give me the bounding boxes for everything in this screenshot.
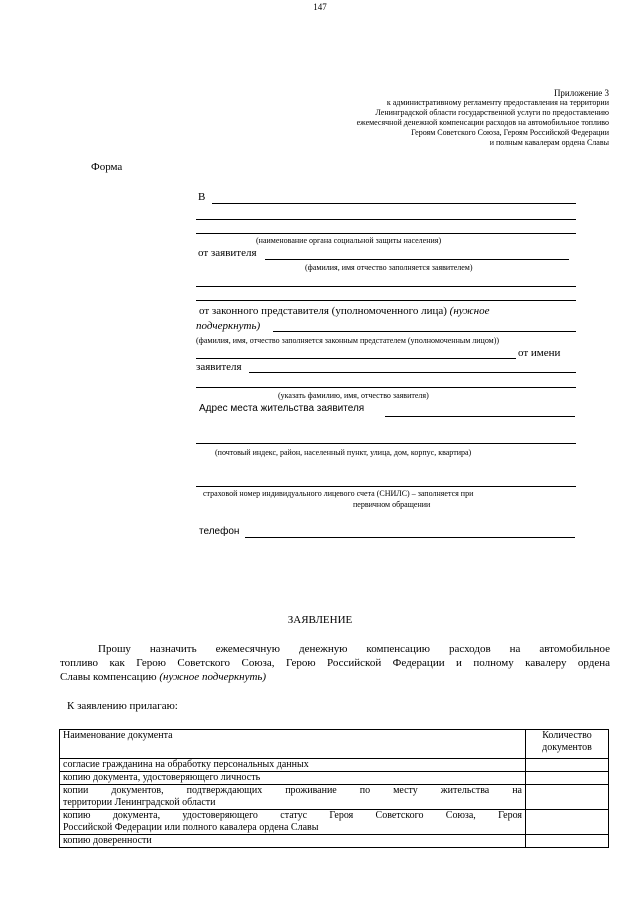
table-row	[60, 810, 609, 835]
organ-field-line-2[interactable]	[196, 219, 576, 220]
representative-caption: (фамилия, имя, отчество заполняется законным предстателем (уполномоченным лицом))	[196, 336, 500, 345]
phone-field[interactable]	[245, 537, 575, 538]
applicant-fullname-field[interactable]	[249, 372, 576, 373]
organ-field-line-1[interactable]	[212, 203, 576, 204]
applicant-fullname-field-2[interactable]	[196, 387, 576, 388]
document-name-cell	[60, 785, 526, 810]
organ-caption: (наименование органа социальной защиты населения)	[256, 236, 442, 245]
appendix-title: Приложение 3	[553, 88, 609, 98]
representative-note-italic-2: подчеркнуть)	[196, 320, 261, 332]
snils-field[interactable]	[196, 486, 576, 487]
table-row	[60, 772, 609, 785]
document-name-cell	[60, 810, 526, 835]
address-caption: (почтовый индекс, район, населенный пункт, улица, дом, корпус, квартира)	[215, 448, 472, 457]
applicant-name-caption: (указать фамилию, имя, отчество заявителя)	[278, 391, 429, 400]
representative-note-italic: (нужное	[449, 305, 490, 317]
form-label: Форма	[91, 161, 123, 173]
document-count-cell[interactable]	[526, 772, 609, 785]
organ-field-line-3[interactable]	[196, 233, 576, 234]
attach-label: К заявлению прилагаю:	[67, 700, 178, 712]
document-name-cell: согласие гражданина на обработку персональных данных	[60, 759, 526, 772]
documents-table	[59, 729, 609, 848]
address-label: Адрес места жительства заявителя	[199, 403, 365, 414]
applicant-field-line-2[interactable]	[196, 286, 576, 287]
statement-line-3-text: Славы компенсацию	[60, 671, 160, 683]
representative-label-text: от законного представителя (уполномоченного лица)	[199, 305, 447, 317]
statement-line-2: топливо как Герою Советского Союза, Герою Российской Федерации и полному кавалеру ордена	[60, 657, 610, 669]
header-document-count: Количество документов	[526, 730, 609, 759]
representative-label	[199, 305, 489, 317]
document-name-line-1: копии документов, подтверждающих проживание по месту жительства на	[63, 785, 522, 796]
document-name-line-2: Российской Федерации или полного кавалера ордена Славы	[63, 822, 319, 833]
to-prefix: В	[198, 191, 206, 203]
statement-line-3-italic: (нужное подчеркнуть)	[159, 671, 267, 683]
statement-line-1: Прошу назначить ежемесячную денежную компенсацию расходов на автомобильное	[98, 643, 610, 655]
document-count-cell[interactable]	[526, 785, 609, 810]
applicant-field-line-3[interactable]	[196, 300, 576, 301]
table-row	[60, 785, 609, 810]
appendix-line: Героям Советского Союза, Героям Российской Федерации	[411, 128, 609, 137]
address-field-line-2[interactable]	[196, 443, 576, 444]
document-name-cell: копию документа, удостоверяющего личность	[60, 772, 526, 785]
phone-label: телефон	[199, 526, 240, 537]
address-field[interactable]	[385, 416, 575, 417]
statement-body	[60, 642, 610, 684]
table-row	[60, 759, 609, 772]
applicant-word: заявителя	[196, 361, 242, 373]
document-count-cell[interactable]	[526, 835, 609, 848]
applicant-name-field[interactable]	[265, 259, 569, 260]
representative-field-line-2[interactable]	[196, 358, 516, 359]
appendix-line: и полным кавалерам ордена Славы	[489, 138, 609, 147]
table-row	[60, 835, 609, 848]
snils-caption-1: страховой номер индивидуального лицевого счета (СНИЛС) – заполняется при	[203, 489, 474, 498]
on-behalf-label: от имени	[518, 347, 561, 359]
appendix-line: ежемесячной денежной компенсации расходов на автомобильное топливо	[356, 118, 609, 127]
statement-line-3	[60, 670, 610, 684]
document-count-cell[interactable]	[526, 759, 609, 772]
table-header-row	[60, 730, 609, 759]
document-count-cell[interactable]	[526, 810, 609, 835]
document-name-line-2: территории Ленинградской области	[63, 797, 216, 808]
page-number: 147	[313, 2, 327, 12]
representative-name-field[interactable]	[273, 331, 576, 332]
appendix-line: к административному регламенту предоставления на территории	[386, 98, 609, 107]
appendix-block	[357, 88, 609, 148]
document-name-line-1: копию документа, удостоверяющего статус Героя Советского Союза, Героя	[63, 810, 522, 821]
from-applicant-label: от заявителя	[198, 247, 257, 259]
appendix-line: Ленинградской области государственной услуги по предоставлению	[375, 108, 609, 117]
header-document-name: Наименование документа	[60, 730, 526, 759]
snils-caption-2: первичном обращении	[353, 500, 431, 509]
document-name-cell: копию доверенности	[60, 835, 526, 848]
statement-title: ЗАЯВЛЕНИЕ	[287, 614, 353, 626]
applicant-caption: (фамилия, имя отчество заполняется заявителем)	[305, 263, 473, 272]
